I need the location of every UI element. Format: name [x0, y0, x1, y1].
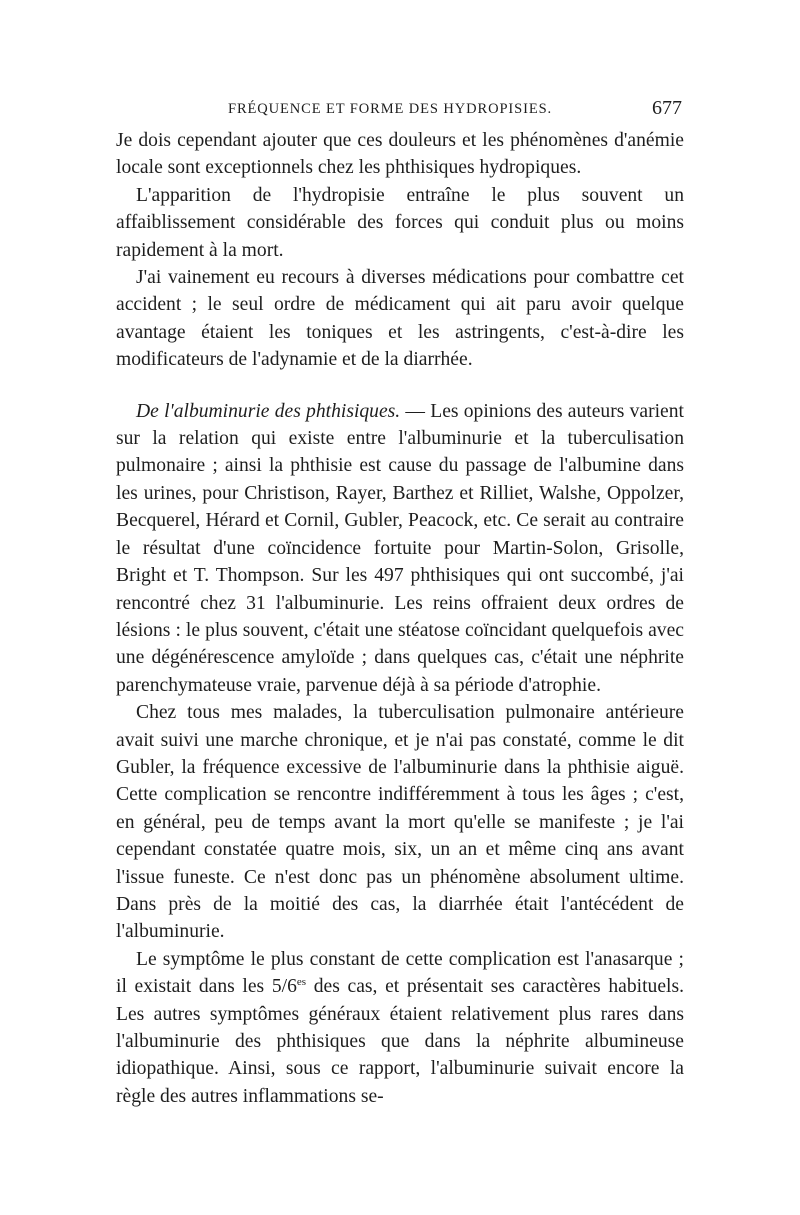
section-paragraph-text: — Les opinions des auteurs varient sur la relation qui existe entre l'albuminurie et la tuberculisation pulmonaire ; ainsi la phthisie est cause du passage de l'albumine dans les urines, pour Christison, Rayer, Barthez et Rilliet, Walshe, Oppolzer, Becquerel, Hérard et Cornil, Gubler, Peacock, etc. Ce serait au contraire le résultat d'une coïncidence fortuite pour Martin-Solon, Grisolle, Bright et T. Thompson. Sur les 497 phthisiques qui ont succombé, j'ai rencontré chez 31 l'albuminurie. Les reins offraient deux ordres de lésions : le plus souvent, c'était une stéatose coïncidant quelquefois avec une dégénérescence amyloïde ; dans quelques cas, c'était une néphrite parenchymateuse vraie, parvenue déjà à sa période d'atrophie.: [116, 400, 684, 696]
body-text: [116, 127, 684, 1110]
running-head: [116, 97, 682, 121]
running-head-title: FRÉQUENCE ET FORME DES HYDROPISIES.: [228, 101, 553, 117]
paragraph-5: Chez tous mes malades, la tuberculisation pulmonaire antérieure avait suivi une marche chronique, et je n'ai pas constaté, comme le dit Gubler, la fréquence excessive de l'albuminurie dans la phthisie aiguë. Cette complication se rencontre indifféremment à tous les âges ; c'est, en général, peu de temps avant la mort qu'elle se manifeste ; je l'ai cependant constatée quatre mois, six, un an et même cinq ans avant l'issue funeste. Ce n'est donc pas un phénomène absolument ultime. Dans près de la moitié des cas, la diarrhée était l'antécédent de l'albuminurie.: [116, 702, 684, 943]
paragraph-albuminurie: [116, 398, 684, 699]
paragraph-6-text-start: Le symptôme le plus constant de cette complication est l'anasarque ; il existait dans les 5/6: [116, 948, 684, 998]
page-number: 677: [652, 97, 682, 119]
section-heading: De l'albuminurie des phthisiques.: [136, 400, 401, 422]
paragraph-1: Je dois cependant ajouter que ces douleurs et les phénomènes d'anémie locale sont exceptionnels chez les phthisiques hydropiques.: [116, 130, 684, 179]
superscript-es: es: [296, 976, 307, 989]
paragraph-6-text-end: des cas, et présentait ses caractères habituels. Les autres symptômes généraux étaient relativement plus rares dans l'albuminurie des phthisiques que dans la néphrite albumineuse idiopathique. Ainsi, sous ce rapport, l'albuminurie suivait encore la règle des autres inflammations se-: [116, 976, 684, 1107]
paragraph-3: J'ai vainement eu recours à diverses médications pour combattre cet accident ; le seul ordre de médicament qui ait paru avoir quelque avantage étaient les toniques et les astringents, c'est-à-dire les modificateurs de l'adynamie et de la diarrhée.: [116, 267, 684, 371]
paragraph-6: [116, 946, 684, 1110]
paragraph-2: L'apparition de l'hydropisie entraîne le plus souvent un affaiblissement considérable des forces qui conduit plus ou moins rapidement à la mort.: [116, 184, 684, 261]
